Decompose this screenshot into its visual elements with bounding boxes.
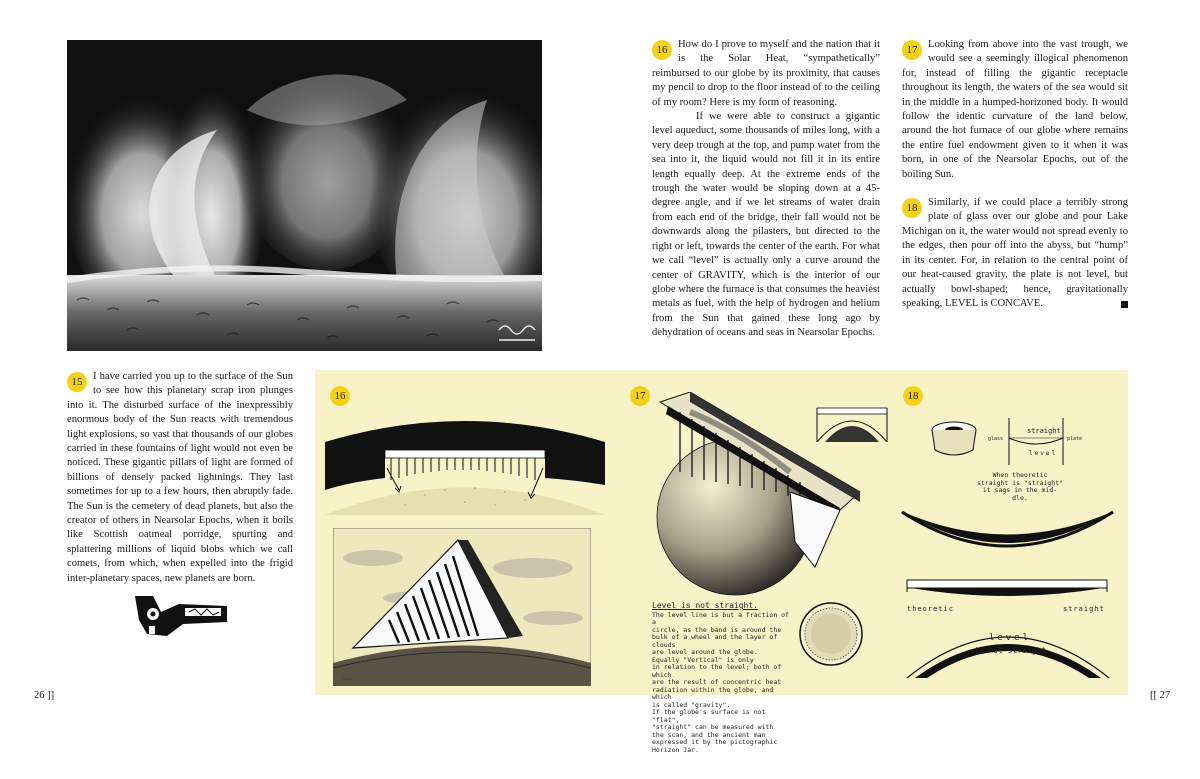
- page-number-left: 26 ]]: [34, 690, 55, 701]
- section-16-badge: 16: [652, 40, 672, 60]
- end-mark: [1121, 301, 1128, 308]
- emblem-ornament: [133, 590, 228, 640]
- figure-18-badge: 18: [903, 386, 923, 406]
- glass-label: glass: [988, 436, 1004, 442]
- section-16-text: [652, 38, 880, 341]
- figure-16-badge: 16: [330, 386, 350, 406]
- plate-label: plate: [1067, 436, 1083, 442]
- section-18-badge: 18: [902, 198, 922, 218]
- section-16-paragraph-2: If we were able to construct a gigantic level aqueduct, some thousands of miles long, with a very deep trough at the top, and pump water from the sea into it, the liquid would not fill it in its entire length equally deep. At the extreme ends of the trough the water would be sloping down at a 45-degree angle, and if we let streams of water drain from each end of the bridge, their fall would not be downwards along the pilasters, but directed to the right or left, towards the center of the earth. For what we call “level” is actually only a curve around the center of GRAVITY, which is the interior of our globe where the furnace is that consumes the heaviest metals as fuel, with the help of hydrogen and helium from the Sun that gained these long ago by dehydration of oceans and seas in Nearsolar Epochs.: [652, 111, 880, 339]
- sun-surface-illustration: [67, 40, 542, 351]
- level-label-small: level: [1029, 450, 1058, 457]
- section-17-text: [902, 38, 1128, 311]
- svg-text:~~~: ~~~: [343, 677, 353, 683]
- concave-bowl-diagram: [900, 510, 1115, 566]
- section-17-paragraph: Looking from above into the vast trough, we would see a seemingly illogical phenomenon for, instead of filling the gigantic receptacle throughout its length, the waters of the sea would sit in the middle in a humped-horizoned body. It would follow the identic curvature of the land below, around the hot furnace of our globe where remains the entire fuel endowment given to it when it was born, in one of the Nearsolar Epochs, out of the boiling Sun.: [902, 39, 1128, 180]
- level-label-large: level: [988, 633, 1032, 643]
- straight-label-2: straight: [1063, 605, 1105, 613]
- bridge-perspective-drawing: [333, 528, 591, 686]
- straight-label: straight: [1027, 427, 1061, 435]
- figure-17-handwritten-note: Level is not straight. The level line is but a fraction of a circle, as the band is around the bulk of a wheel and the layer of clouds are level around the globe. Equally "Vertical" is only in relation to the level; both of which are the result of concentric heat radiation within the globe, and which is called "gravity". If the globe's surface is not "flat", "straight" can be measured with the scan, and the ancient man expressed it by the pictographic Horizon Jar.: [652, 601, 789, 754]
- section-15-badge: 15: [67, 372, 87, 392]
- section-15-paragraph: I have carried you up to the surface of the Sun to see how this planetary scrap iron plunges into it. The disturbed surface of the inexpressibly enormous body of the Sun reacts with tremendous light explosions, so vast that thousands of our globes carried in these fountains of light would not even be noticed. These gigantic pillars of light are formed of billions of densely packed lightnings. They last sometimes for up to a few hours, then abruptly fade. The Sun is the cemetery of dead planets, but also the creator of others in Nearsolar Epochs, when it boils like Scottish oatmeal porridge, spurting and splattering millions of liquid blobs which we call comets, from which, when expelled into the frigid inter-planetary spaces, new planets are born.: [67, 371, 293, 584]
- trough-inset-diagram: [815, 406, 890, 442]
- section-18-text: [902, 196, 1128, 311]
- section-17-badge: 17: [902, 40, 922, 60]
- is-not-straight-label: is not straight: [973, 646, 1047, 655]
- section-16-paragraph-1: How do I prove to myself and the nation that it is the Solar Heat, “sympathetically” reimbursed to our globe by its proximity, that causes my pencil to drop to the floor instead of to the ceiling of my room? Here is my form of reasoning.: [652, 39, 880, 108]
- aqueduct-arc-diagram: [325, 410, 605, 515]
- diagram-panel: [315, 370, 1128, 754]
- theoretic-label: theoretic: [907, 605, 954, 613]
- straight-trough-diagram: [905, 578, 1110, 606]
- figure-17-badge: 17: [630, 386, 650, 406]
- section-15-text: [67, 370, 293, 586]
- page-number-right: [[ 27: [1150, 690, 1171, 701]
- section-18-paragraph: Similarly, if we could place a terribly strong plate of glass over our globe and pour Lake Michigan on it, the water would not spread evenly to the edges, then pour off into the abyss, but “hump” in its center. For, in relation to the central point of our heat-caused gravity, the plate is not level, but actually bowl-shaped; hence, gravitationally speaking, LEVEL is CONCAVE.: [902, 197, 1128, 309]
- figure-18-note: When theoretic straight is "straight" it sags in the mid- dle.: [976, 471, 1064, 502]
- level-arch-diagram: [903, 610, 1113, 680]
- globe-ring-drawing: [797, 600, 865, 668]
- glass-plate-ring-drawing: [927, 416, 982, 466]
